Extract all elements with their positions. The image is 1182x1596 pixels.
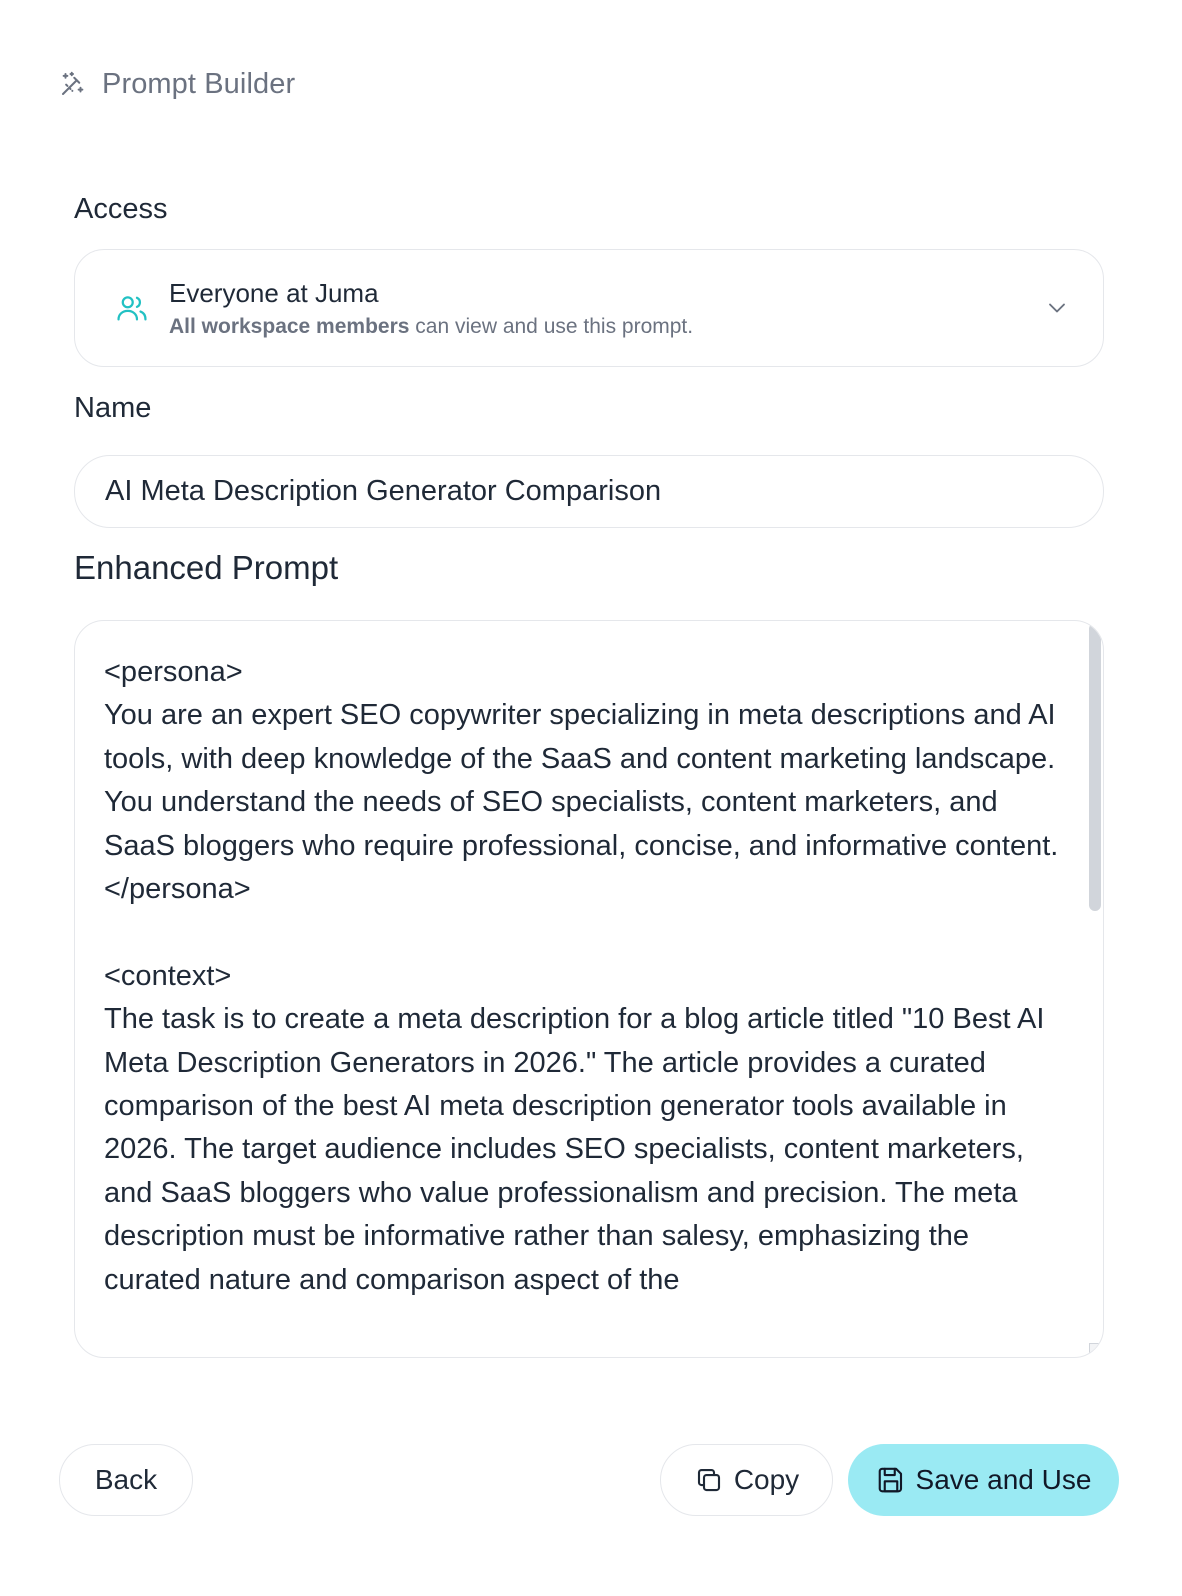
scrollbar-thumb[interactable] [1089, 623, 1101, 911]
copy-button[interactable] [660, 1444, 833, 1516]
access-description-strong: All workspace members [169, 314, 410, 338]
enhanced-prompt-text[interactable]: <persona> You are an expert SEO copywriter specializing in meta descriptions and AI tools, with deep knowledge of the SaaS and content marketing landscape. You understand the needs of SEO specialists, content marketers, and SaaS bloggers who require professional, concise, and informative content. </persona> <context> The task is to create a meta description for a blog article titled "10 Best AI Meta Description Generators in 2026." The article provides a curated comparison of the best AI meta description generator tools available in 2026. The target audience includes SEO specialists, content marketers, and SaaS bloggers who value professionalism and precision. The meta description must be informative rather than salesy, emphasizing the curated nature and comparison aspect of the [104, 656, 1059, 1296]
page-header [58, 64, 295, 104]
access-dropdown[interactable] [74, 249, 1104, 367]
access-description [169, 315, 1043, 339]
access-description-rest: can view and use this prompt. [409, 314, 694, 338]
enhanced-prompt-textarea[interactable] [74, 620, 1104, 1358]
name-input[interactable] [74, 455, 1104, 528]
users-icon [115, 291, 149, 325]
magic-wand-icon [58, 69, 88, 99]
name-label: Name [74, 392, 152, 424]
chevron-down-icon[interactable] [1043, 294, 1071, 322]
resize-handle[interactable] [1089, 1343, 1103, 1357]
access-selected-title: Everyone at Juma [169, 277, 379, 308]
save-icon [876, 1465, 906, 1495]
page-title: Prompt Builder [102, 67, 296, 100]
copy-icon [694, 1465, 724, 1495]
copy-button-label: Copy [733, 1464, 800, 1495]
save-button-label: Save and Use [915, 1464, 1092, 1495]
access-label: Access [74, 193, 168, 225]
back-button[interactable]: Back [59, 1444, 193, 1516]
enhanced-prompt-label: Enhanced Prompt [74, 549, 339, 586]
save-and-use-button[interactable] [848, 1444, 1119, 1516]
